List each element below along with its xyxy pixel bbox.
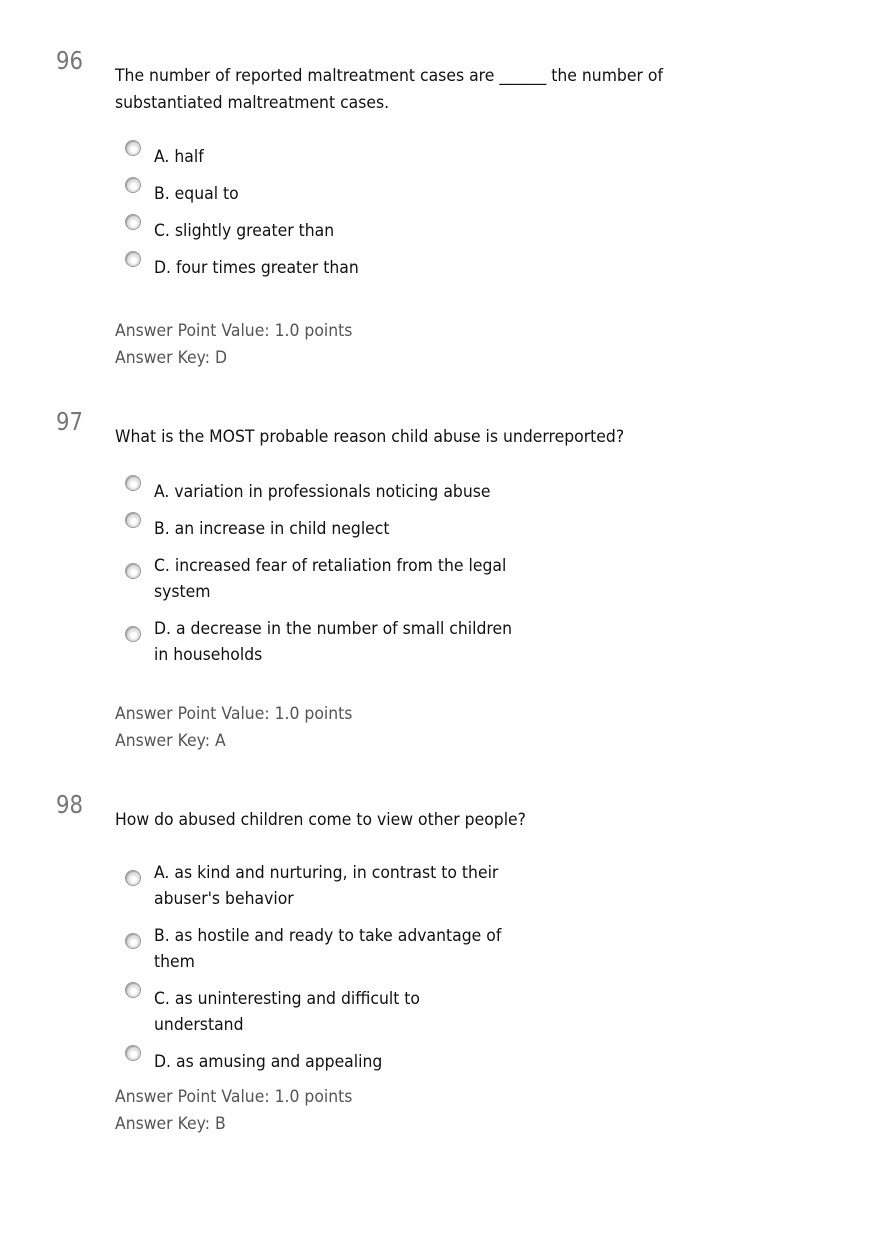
radio-button-icon[interactable] (125, 512, 141, 528)
option-label: B. as hostile and ready to take advantage of them (154, 926, 502, 972)
radio-button-icon[interactable] (125, 563, 141, 579)
option-a[interactable] (124, 860, 544, 912)
radio-button-icon[interactable] (125, 1045, 141, 1061)
option-d[interactable] (124, 255, 544, 281)
radio-button-icon[interactable] (125, 870, 141, 886)
option-a[interactable] (124, 479, 544, 505)
radio-button-icon[interactable] (125, 214, 141, 230)
option-label: A. half (154, 147, 204, 167)
option-c[interactable] (124, 218, 544, 244)
option-label: C. increased fear of retaliation from the legal system (154, 556, 507, 602)
radio-button-icon[interactable] (125, 475, 141, 491)
option-a[interactable] (124, 144, 544, 170)
question-number: 96 (56, 46, 84, 75)
answer-key: Answer Key: A (115, 731, 226, 751)
radio-button-icon[interactable] (125, 626, 141, 642)
option-c[interactable] (124, 986, 544, 1038)
answer-key: Answer Key: B (115, 1114, 226, 1134)
question-text: What is the MOST probable reason child abuse is underreported? (115, 427, 625, 447)
question-text: How do abused children come to view other people? (115, 810, 526, 830)
option-label: C. as uninteresting and difficult to understand (154, 989, 421, 1035)
option-b[interactable] (124, 516, 544, 542)
option-label: D. as amusing and appealing (154, 1052, 383, 1072)
option-label: C. slightly greater than (154, 221, 335, 241)
radio-button-icon[interactable] (125, 177, 141, 193)
option-label: A. as kind and nurturing, in contrast to their abuser's behavior (154, 863, 499, 909)
option-d[interactable] (124, 616, 544, 668)
radio-button-icon[interactable] (125, 251, 141, 267)
answer-point-value: Answer Point Value: 1.0 points (115, 704, 353, 724)
question-number: 97 (56, 407, 84, 436)
option-label: A. variation in professionals noticing abuse (154, 482, 491, 502)
answer-options (124, 860, 544, 1086)
option-label: B. equal to (154, 184, 239, 204)
option-d[interactable] (124, 1049, 544, 1075)
option-b[interactable] (124, 181, 544, 207)
option-label: D. four times greater than (154, 258, 359, 278)
answer-key: Answer Key: D (115, 348, 228, 368)
radio-button-icon[interactable] (125, 140, 141, 156)
radio-button-icon[interactable] (125, 933, 141, 949)
answer-options (124, 479, 544, 679)
question-text: The number of reported maltreatment cases are ______ the number of substantiated maltreatment cases. (115, 66, 663, 113)
option-c[interactable] (124, 553, 544, 605)
question-number: 98 (56, 790, 84, 819)
radio-button-icon[interactable] (125, 982, 141, 998)
option-label: D. a decrease in the number of small children in households (154, 619, 513, 665)
option-b[interactable] (124, 923, 544, 975)
answer-point-value: Answer Point Value: 1.0 points (115, 321, 353, 341)
answer-options (124, 144, 544, 292)
option-label: B. an increase in child neglect (154, 519, 390, 539)
answer-point-value: Answer Point Value: 1.0 points (115, 1087, 353, 1107)
